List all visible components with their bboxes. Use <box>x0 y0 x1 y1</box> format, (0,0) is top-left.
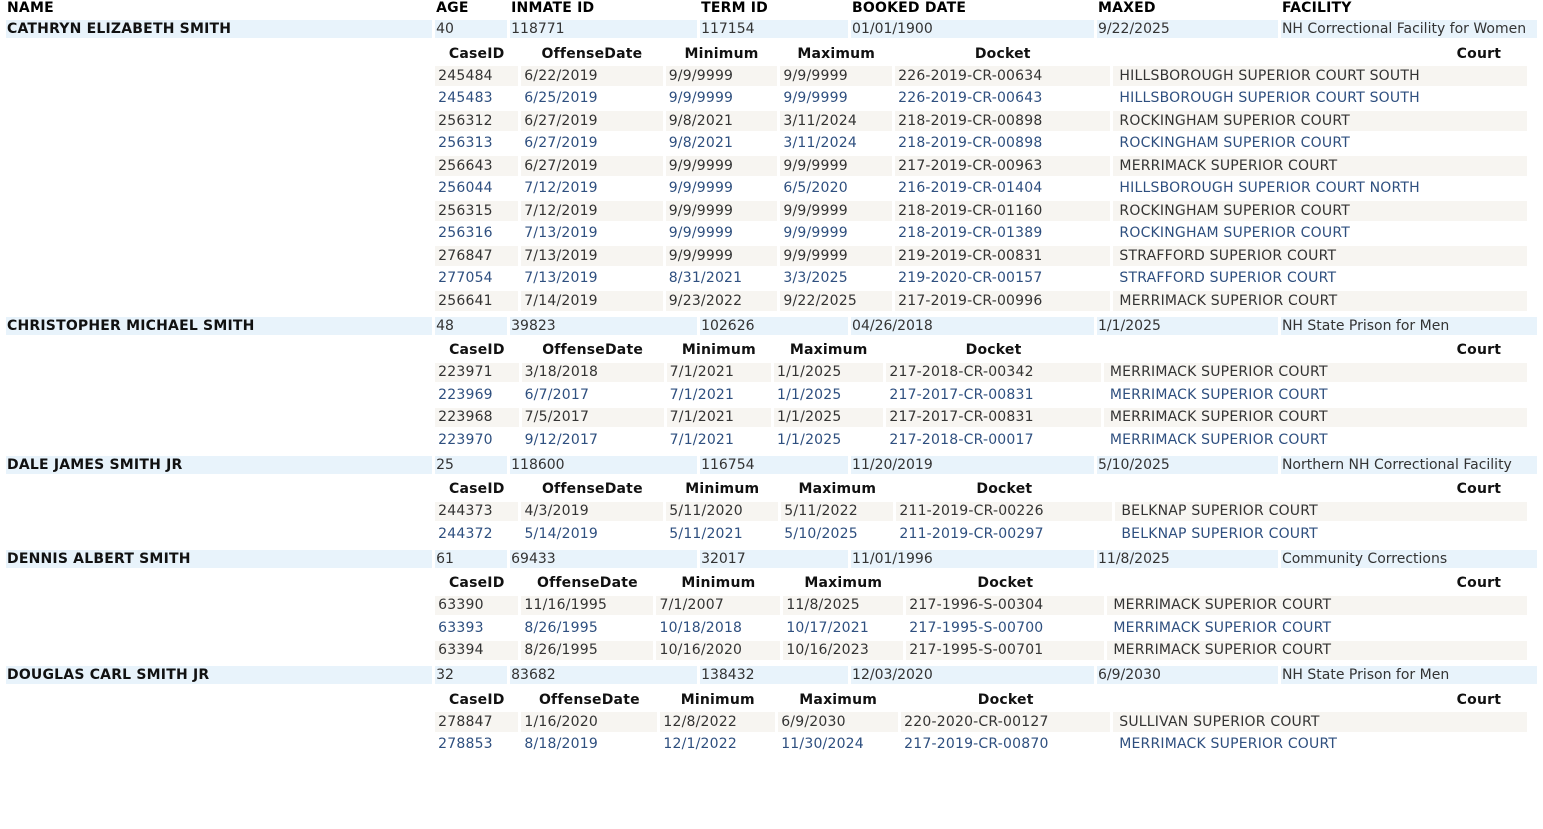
inmate-age: 61 <box>435 550 507 568</box>
case-table <box>432 477 1530 547</box>
maximum-date: 1/1/2025 <box>774 408 883 428</box>
maximum-date: 11/8/2025 <box>783 596 903 616</box>
age-header[interactable]: AGE <box>436 0 469 16</box>
court-name: ROCKINGHAM SUPERIOR COURT <box>1113 111 1527 131</box>
maximum-date: 5/11/2022 <box>781 502 893 522</box>
maxed-date: 1/1/2025 <box>1097 317 1278 335</box>
maximum-header[interactable]: Maximum <box>804 575 883 591</box>
minimum-date: 7/1/2007 <box>656 596 780 616</box>
minimum-date: 9/8/2021 <box>666 134 778 154</box>
case-id: 256643 <box>435 156 518 176</box>
maximum-date: 10/17/2021 <box>783 618 903 638</box>
minimum-date: 7/1/2021 <box>667 385 771 405</box>
docket-number: 218-2019-CR-01160 <box>895 201 1110 221</box>
court-name: MERRIMACK SUPERIOR COURT <box>1107 641 1527 661</box>
offense-date: 7/5/2017 <box>522 408 664 428</box>
case-detail-row <box>6 571 1537 664</box>
offense-date-header[interactable]: OffenseDate <box>541 45 643 62</box>
court-name: HILLSBOROUGH SUPERIOR COURT NORTH <box>1113 179 1527 199</box>
case-id: 278853 <box>435 735 518 755</box>
spacer <box>6 687 432 757</box>
case-header-row <box>435 44 1527 63</box>
docket-number: 218-2019-CR-00898 <box>895 134 1110 154</box>
docket-number: 219-2019-CR-00831 <box>895 246 1110 266</box>
court-name: MERRIMACK SUPERIOR COURT <box>1107 596 1527 616</box>
inmate-name: DALE JAMES SMITH JR <box>6 456 432 474</box>
cases-container <box>435 477 1537 547</box>
case-id: 63394 <box>435 641 518 661</box>
minimum-date: 9/8/2021 <box>666 111 778 131</box>
case-id: 245483 <box>435 89 518 109</box>
case-id: 256044 <box>435 179 518 199</box>
minimum-header[interactable]: Minimum <box>680 691 755 708</box>
minimum-date: 5/11/2021 <box>666 524 778 544</box>
maximum-date: 9/9/9999 <box>780 246 892 266</box>
booked-date: 12/03/2020 <box>851 666 1094 684</box>
case-id: 256315 <box>435 201 518 221</box>
cases-container <box>435 687 1537 757</box>
offense-date-header[interactable]: OffenseDate <box>541 481 643 497</box>
minimum-date: 9/9/9999 <box>666 156 778 176</box>
docket-header[interactable]: Docket <box>976 481 1033 497</box>
maximum-date: 9/9/9999 <box>780 156 892 176</box>
case-header-row <box>435 480 1527 499</box>
spacer <box>6 477 432 547</box>
inmate-name: DENNIS ALBERT SMITH <box>6 550 432 568</box>
offense-date: 3/18/2018 <box>522 363 664 383</box>
facility: Northern NH Correctional Facility <box>1281 456 1537 474</box>
court-name: MERRIMACK SUPERIOR COURT <box>1107 618 1527 638</box>
case-id: 276847 <box>435 246 518 266</box>
offense-date-header[interactable]: OffenseDate <box>542 342 644 358</box>
offense-date: 6/27/2019 <box>521 156 662 176</box>
inmate-age: 48 <box>435 317 507 335</box>
maxed-date: 5/10/2025 <box>1097 456 1278 474</box>
case-row <box>435 712 1527 732</box>
minimum-header[interactable]: Minimum <box>681 575 756 591</box>
minimum-date: 12/1/2022 <box>660 735 775 755</box>
court-name: MERRIMACK SUPERIOR COURT <box>1113 735 1527 755</box>
case-detail-row <box>6 338 1537 453</box>
minimum-header[interactable]: Minimum <box>681 342 756 358</box>
inmate-results-table <box>3 0 1540 760</box>
case-row <box>435 134 1527 154</box>
court-name: MERRIMACK SUPERIOR COURT <box>1104 385 1527 405</box>
minimum-date: 9/9/9999 <box>666 66 778 86</box>
inmate-name: DOUGLAS CARL SMITH JR <box>6 666 432 684</box>
booked-date-header[interactable]: BOOKED DATE <box>852 0 967 16</box>
facility: NH State Prison for Men <box>1281 666 1537 684</box>
case-table <box>432 571 1530 664</box>
offense-date: 4/3/2019 <box>521 502 663 522</box>
docket-number: 217-2018-CR-00342 <box>886 363 1100 383</box>
maximum-date: 11/30/2024 <box>778 735 898 755</box>
court-name: MERRIMACK SUPERIOR COURT <box>1104 363 1527 383</box>
case-row <box>435 291 1527 311</box>
case-row <box>435 385 1527 405</box>
offense-date: 7/13/2019 <box>521 269 662 289</box>
offense-date: 5/14/2019 <box>521 524 663 544</box>
case-row <box>435 156 1527 176</box>
case-row <box>435 596 1527 616</box>
spacer <box>6 338 432 453</box>
term-id: 117154 <box>700 20 848 38</box>
case-header-row <box>435 341 1527 360</box>
inmate-row[interactable] <box>6 317 1537 335</box>
offense-date: 11/16/1995 <box>521 596 653 616</box>
minimum-date: 8/31/2021 <box>666 269 778 289</box>
inmate-name: CHRISTOPHER MICHAEL SMITH <box>6 317 432 335</box>
facility: NH State Prison for Men <box>1281 317 1537 335</box>
inmate-id: 83682 <box>510 666 697 684</box>
offense-date-header[interactable]: OffenseDate <box>538 691 640 708</box>
offense-date: 6/7/2017 <box>522 385 664 405</box>
maximum-date: 5/10/2025 <box>781 524 893 544</box>
maxed-header[interactable]: MAXED <box>1098 0 1156 16</box>
minimum-header[interactable]: Minimum <box>684 45 759 62</box>
minimum-date: 9/9/9999 <box>666 224 778 244</box>
offense-date: 7/12/2019 <box>521 179 662 199</box>
cases-container <box>435 41 1537 314</box>
booked-date: 01/01/1900 <box>851 20 1094 38</box>
court-name: ROCKINGHAM SUPERIOR COURT <box>1113 201 1527 221</box>
docket-header[interactable]: Docket <box>977 691 1034 708</box>
maximum-date: 1/1/2025 <box>774 385 883 405</box>
case-row <box>435 269 1527 289</box>
case-header-row <box>435 690 1527 709</box>
court-header[interactable]: Court <box>1456 481 1502 497</box>
docket-number: 216-2019-CR-01404 <box>895 179 1110 199</box>
docket-number: 218-2019-CR-00898 <box>895 111 1110 131</box>
case-id: 244373 <box>435 502 518 522</box>
term-id: 138432 <box>700 666 848 684</box>
maxed-date: 9/22/2025 <box>1097 20 1278 38</box>
case-row <box>435 111 1527 131</box>
docket-number: 211-2019-CR-00297 <box>896 524 1112 544</box>
maximum-date: 10/16/2023 <box>783 641 903 661</box>
docket-header[interactable]: Docket <box>977 575 1034 591</box>
minimum-date: 9/23/2022 <box>666 291 778 311</box>
maximum-header[interactable]: Maximum <box>799 691 878 708</box>
inmate-id: 39823 <box>510 317 697 335</box>
docket-number: 217-2019-CR-00996 <box>895 291 1110 311</box>
offense-date: 6/22/2019 <box>521 66 662 86</box>
minimum-date: 7/1/2021 <box>667 363 771 383</box>
case-id: 277054 <box>435 269 518 289</box>
court-name: MERRIMACK SUPERIOR COURT <box>1104 408 1527 428</box>
court-name: ROCKINGHAM SUPERIOR COURT <box>1113 134 1527 154</box>
case-id-header[interactable]: CaseID <box>448 481 505 497</box>
case-row <box>435 224 1527 244</box>
inmate-age: 40 <box>435 20 507 38</box>
maximum-header[interactable]: Maximum <box>789 342 868 358</box>
case-row <box>435 66 1527 86</box>
inmate-age: 32 <box>435 666 507 684</box>
case-header-row <box>435 574 1527 593</box>
case-row <box>435 641 1527 661</box>
facility: NH Correctional Facility for Women <box>1281 20 1537 38</box>
case-table <box>432 41 1530 314</box>
offense-date: 7/12/2019 <box>521 201 662 221</box>
inmate-row[interactable] <box>6 20 1537 38</box>
case-row <box>435 502 1527 522</box>
court-name: SULLIVAN SUPERIOR COURT <box>1113 712 1527 732</box>
results-body <box>6 20 1537 757</box>
court-name: ROCKINGHAM SUPERIOR COURT <box>1113 224 1527 244</box>
offense-date: 1/16/2020 <box>521 712 657 732</box>
offense-date: 9/12/2017 <box>522 430 664 450</box>
case-table <box>432 338 1530 453</box>
minimum-date: 9/9/9999 <box>666 246 778 266</box>
case-id-header[interactable]: CaseID <box>448 691 505 708</box>
docket-number: 217-2017-CR-00831 <box>886 408 1100 428</box>
term-id: 32017 <box>700 550 848 568</box>
facility: Community Corrections <box>1281 550 1537 568</box>
case-id: 256313 <box>435 134 518 154</box>
inmate-name: CATHRYN ELIZABETH SMITH <box>6 20 432 38</box>
case-row <box>435 246 1527 266</box>
maximum-header[interactable]: Maximum <box>798 481 877 497</box>
case-detail-row <box>6 687 1537 757</box>
minimum-date: 5/11/2020 <box>666 502 778 522</box>
spacer <box>6 571 432 664</box>
booked-date: 11/01/1996 <box>851 550 1094 568</box>
docket-number: 220-2020-CR-00127 <box>901 712 1110 732</box>
inmate-row[interactable] <box>6 666 1537 684</box>
maxed-date: 6/9/2030 <box>1097 666 1278 684</box>
court-name: STRAFFORD SUPERIOR COURT <box>1113 269 1527 289</box>
booked-date: 11/20/2019 <box>851 456 1094 474</box>
docket-number: 226-2019-CR-00634 <box>895 66 1110 86</box>
maximum-date: 3/3/2025 <box>780 269 892 289</box>
inmate-row[interactable] <box>6 456 1537 474</box>
minimum-date: 12/8/2022 <box>660 712 775 732</box>
case-id: 244372 <box>435 524 518 544</box>
court-header[interactable]: Court <box>1456 45 1502 62</box>
maximum-header[interactable]: Maximum <box>797 45 876 62</box>
case-row <box>435 179 1527 199</box>
offense-date-header[interactable]: OffenseDate <box>536 575 638 591</box>
case-id: 245484 <box>435 66 518 86</box>
case-id-header[interactable]: CaseID <box>448 575 505 591</box>
maximum-date: 9/22/2025 <box>780 291 892 311</box>
case-id: 223969 <box>435 385 518 405</box>
offense-date: 7/14/2019 <box>521 291 662 311</box>
facility-header[interactable]: FACILITY <box>1281 0 1352 16</box>
offense-date: 8/26/1995 <box>521 641 653 661</box>
inmate-id-header[interactable]: INMATE ID <box>511 0 595 16</box>
docket-number: 217-2019-CR-00963 <box>895 156 1110 176</box>
docket-number: 211-2019-CR-00226 <box>896 502 1112 522</box>
offense-date: 8/18/2019 <box>521 735 657 755</box>
docket-number: 217-2017-CR-00831 <box>886 385 1100 405</box>
docket-number: 217-2018-CR-00017 <box>886 430 1100 450</box>
inmate-id: 69433 <box>510 550 697 568</box>
case-id: 223971 <box>435 363 518 383</box>
booked-date: 04/26/2018 <box>851 317 1094 335</box>
maximum-date: 1/1/2025 <box>774 363 883 383</box>
minimum-date: 10/16/2020 <box>656 641 780 661</box>
case-detail-row <box>6 41 1537 314</box>
court-header[interactable]: Court <box>1456 691 1502 708</box>
offense-date: 6/27/2019 <box>521 134 662 154</box>
docket-number: 217-2019-CR-00870 <box>901 735 1110 755</box>
offense-date: 6/25/2019 <box>521 89 662 109</box>
case-detail-row <box>6 477 1537 547</box>
case-id: 63390 <box>435 596 518 616</box>
docket-number: 217-1995-S-00701 <box>906 641 1104 661</box>
minimum-date: 7/1/2021 <box>667 408 771 428</box>
offense-date: 7/13/2019 <box>521 224 662 244</box>
court-name: HILLSBOROUGH SUPERIOR COURT SOUTH <box>1113 89 1527 109</box>
case-row <box>435 363 1527 383</box>
maximum-date: 9/9/9999 <box>780 89 892 109</box>
inmate-id: 118600 <box>510 456 697 474</box>
court-name: BELKNAP SUPERIOR COURT <box>1115 502 1527 522</box>
court-header[interactable]: Court <box>1456 575 1502 591</box>
offense-date: 7/13/2019 <box>521 246 662 266</box>
court-name: BELKNAP SUPERIOR COURT <box>1115 524 1527 544</box>
case-id-header[interactable]: CaseID <box>449 342 505 358</box>
case-row <box>435 524 1527 544</box>
case-row <box>435 735 1527 755</box>
maximum-date: 9/9/9999 <box>780 201 892 221</box>
minimum-date: 9/9/9999 <box>666 89 778 109</box>
offense-date: 8/26/1995 <box>521 618 653 638</box>
maximum-date: 9/9/9999 <box>780 224 892 244</box>
term-id: 102626 <box>700 317 848 335</box>
case-id: 223968 <box>435 408 518 428</box>
case-table <box>432 687 1530 757</box>
docket-header[interactable]: Docket <box>974 45 1031 62</box>
docket-number: 218-2019-CR-01389 <box>895 224 1110 244</box>
court-name: MERRIMACK SUPERIOR COURT <box>1104 430 1527 450</box>
docket-header[interactable]: Docket <box>965 342 1022 358</box>
cases-container <box>435 338 1537 453</box>
inmate-row[interactable] <box>6 550 1537 568</box>
header-row <box>6 0 1537 17</box>
minimum-date: 9/9/9999 <box>666 179 778 199</box>
court-name: MERRIMACK SUPERIOR COURT <box>1113 291 1527 311</box>
docket-number: 217-1995-S-00700 <box>906 618 1104 638</box>
case-id: 223970 <box>435 430 518 450</box>
docket-number: 219-2020-CR-00157 <box>895 269 1110 289</box>
maximum-date: 3/11/2024 <box>780 134 892 154</box>
maximum-date: 6/9/2030 <box>778 712 898 732</box>
docket-number: 217-1996-S-00304 <box>906 596 1104 616</box>
minimum-date: 10/18/2018 <box>656 618 780 638</box>
case-id-header[interactable]: CaseID <box>448 45 505 62</box>
court-name: MERRIMACK SUPERIOR COURT <box>1113 156 1527 176</box>
minimum-date: 9/9/9999 <box>666 201 778 221</box>
name-header[interactable]: NAME <box>7 0 54 16</box>
case-row <box>435 408 1527 428</box>
case-row <box>435 618 1527 638</box>
court-header[interactable]: Court <box>1456 342 1502 358</box>
inmate-age: 25 <box>435 456 507 474</box>
maximum-date: 6/5/2020 <box>780 179 892 199</box>
maximum-date: 9/9/9999 <box>780 66 892 86</box>
court-name: HILLSBOROUGH SUPERIOR COURT SOUTH <box>1113 66 1527 86</box>
case-row <box>435 430 1527 450</box>
case-row <box>435 201 1527 221</box>
maximum-date: 3/11/2024 <box>780 111 892 131</box>
court-name: STRAFFORD SUPERIOR COURT <box>1113 246 1527 266</box>
case-id: 256316 <box>435 224 518 244</box>
maxed-date: 11/8/2025 <box>1097 550 1278 568</box>
case-id: 278847 <box>435 712 518 732</box>
term-id-header[interactable]: TERM ID <box>701 0 769 16</box>
case-id: 256641 <box>435 291 518 311</box>
minimum-header[interactable]: Minimum <box>685 481 760 497</box>
offense-date: 6/27/2019 <box>521 111 662 131</box>
case-id: 63393 <box>435 618 518 638</box>
maximum-date: 1/1/2025 <box>774 430 883 450</box>
case-row <box>435 89 1527 109</box>
spacer <box>6 41 432 314</box>
term-id: 116754 <box>700 456 848 474</box>
inmate-id: 118771 <box>510 20 697 38</box>
minimum-date: 7/1/2021 <box>667 430 771 450</box>
case-id: 256312 <box>435 111 518 131</box>
docket-number: 226-2019-CR-00643 <box>895 89 1110 109</box>
cases-container <box>435 571 1537 664</box>
